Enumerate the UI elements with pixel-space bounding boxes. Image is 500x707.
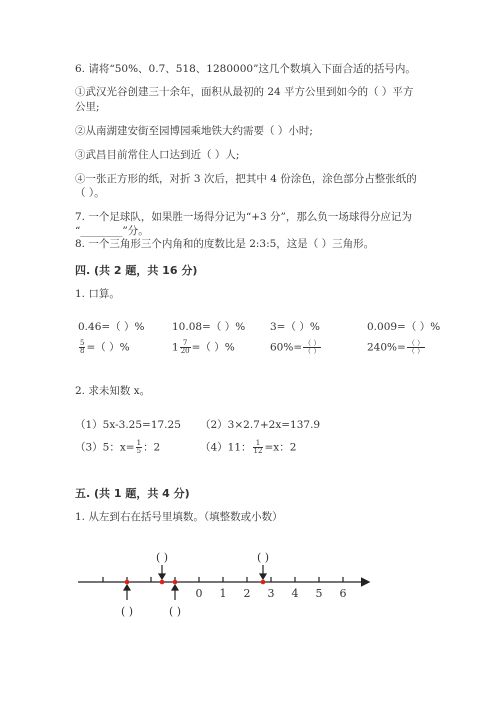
fraction: $\frac{5}{8}$	[80, 339, 85, 355]
equation-2: （2）3×2.7+2x=137.9	[200, 419, 321, 431]
q6-item2: ②从南湖建安街至园博园乘地铁大约需要（ ）小时;	[75, 125, 313, 137]
arrowhead-icon	[172, 585, 178, 590]
answer-brackets	[121, 551, 269, 618]
calc-r1c2: 10.08=（ ）%	[172, 321, 246, 333]
answer-bracket-top[interactable]: ( )	[256, 551, 270, 564]
calc-r2c1: $\frac{5}{8}$ =（ ）%	[80, 339, 130, 355]
answer-bracket-bottom[interactable]: ( )	[168, 605, 182, 618]
calc-r1c4: 0.009=（ ）%	[367, 321, 441, 333]
number-line	[0, 548, 500, 648]
point-marker	[125, 580, 130, 585]
calc-r2c3: 60%= $\frac{( )}{( )}$	[270, 339, 321, 355]
fraction: $\frac{7}{20}$	[180, 339, 190, 355]
tick-label: 0	[195, 587, 203, 600]
q6-intro: 6. 请将“50%、0.7、518、1280000”这几个数填入下面合适的括号内。	[75, 63, 416, 75]
q6-item4-line2: （ ）。	[75, 187, 105, 199]
tick-label: 5	[315, 587, 323, 600]
arrowhead-icon	[159, 574, 165, 579]
section4-problem2-title: 2. 求未知数 x。	[75, 385, 151, 397]
tick-label: 3	[267, 587, 275, 600]
q6-item4-line1: ④一张正方形的纸，对折 3 次后，把其中 4 份涂色，涂色部分占整张纸的	[75, 173, 417, 185]
tick-label: 4	[291, 587, 299, 600]
tick-label: 2	[243, 587, 251, 600]
fraction: $\frac{1}{5}$	[136, 439, 142, 455]
arrowhead-icon	[124, 585, 130, 590]
fraction: $\frac{( )}{( )}$	[304, 339, 321, 355]
equation-3: （3）5：x= $\frac{1}{5}$ ：2	[75, 439, 161, 455]
tick-labels	[196, 587, 347, 600]
section4-heading: 四. (共 2 题，共 16 分)	[75, 264, 198, 277]
point-marker	[261, 580, 266, 585]
point-marker	[173, 580, 178, 585]
arrowhead-icon	[260, 574, 266, 579]
equation-1: （1）5x-3.25=17.25	[75, 419, 181, 431]
section5-problem1-title: 1. 从左到右在括号里填数。（填整数或小数）	[75, 511, 283, 523]
q7-line2: “________”分。	[75, 225, 149, 237]
tick-label: 1	[219, 587, 227, 600]
calc-r2c2: 1 $\frac{7}{20}$ =（ ）%	[172, 339, 235, 355]
fraction: $\frac{( )}{( )}$	[407, 339, 425, 355]
section5-heading: 五. (共 1 题，共 4 分)	[75, 487, 190, 500]
calc-r2c4: 240%= $\frac{( )}{( )}$	[367, 339, 425, 355]
arrows-up	[124, 585, 178, 600]
answer-bracket-top[interactable]: ( )	[155, 551, 169, 564]
section4-problem1-title: 1. 口算。	[75, 288, 120, 300]
q6-item1-line1: ①武汉光谷创建三十余年，面积从最初的 24 平方公里到如今的（ ）平方	[75, 86, 414, 98]
arrows-down	[159, 565, 266, 579]
tick-marks	[103, 577, 343, 582]
calc-r1c1: 0.46=（ ）%	[78, 321, 145, 333]
point-marker	[160, 580, 165, 585]
q6-item1-line2: 公里;	[75, 101, 100, 113]
fraction: $\frac{1}{12}$	[253, 439, 263, 455]
q7-line1: 7. 一个足球队，如果胜一场得分记为“+3 分”，那么负一场球得分应记为	[75, 211, 412, 223]
tick-label: 6	[339, 587, 347, 600]
q8-line: 8. 一个三角形三个内角和的度数比是 2:3:5，这是（ ）三角形。	[75, 238, 375, 250]
equation-4: （4）11： $\frac{1}{12}$ =x：2	[200, 439, 297, 455]
calc-r1c3: 3=（ ）%	[270, 321, 320, 333]
answer-bracket-bottom[interactable]: ( )	[120, 605, 134, 618]
q6-item3: ③武昌目前常住人口达到近（ ）人;	[75, 149, 240, 161]
